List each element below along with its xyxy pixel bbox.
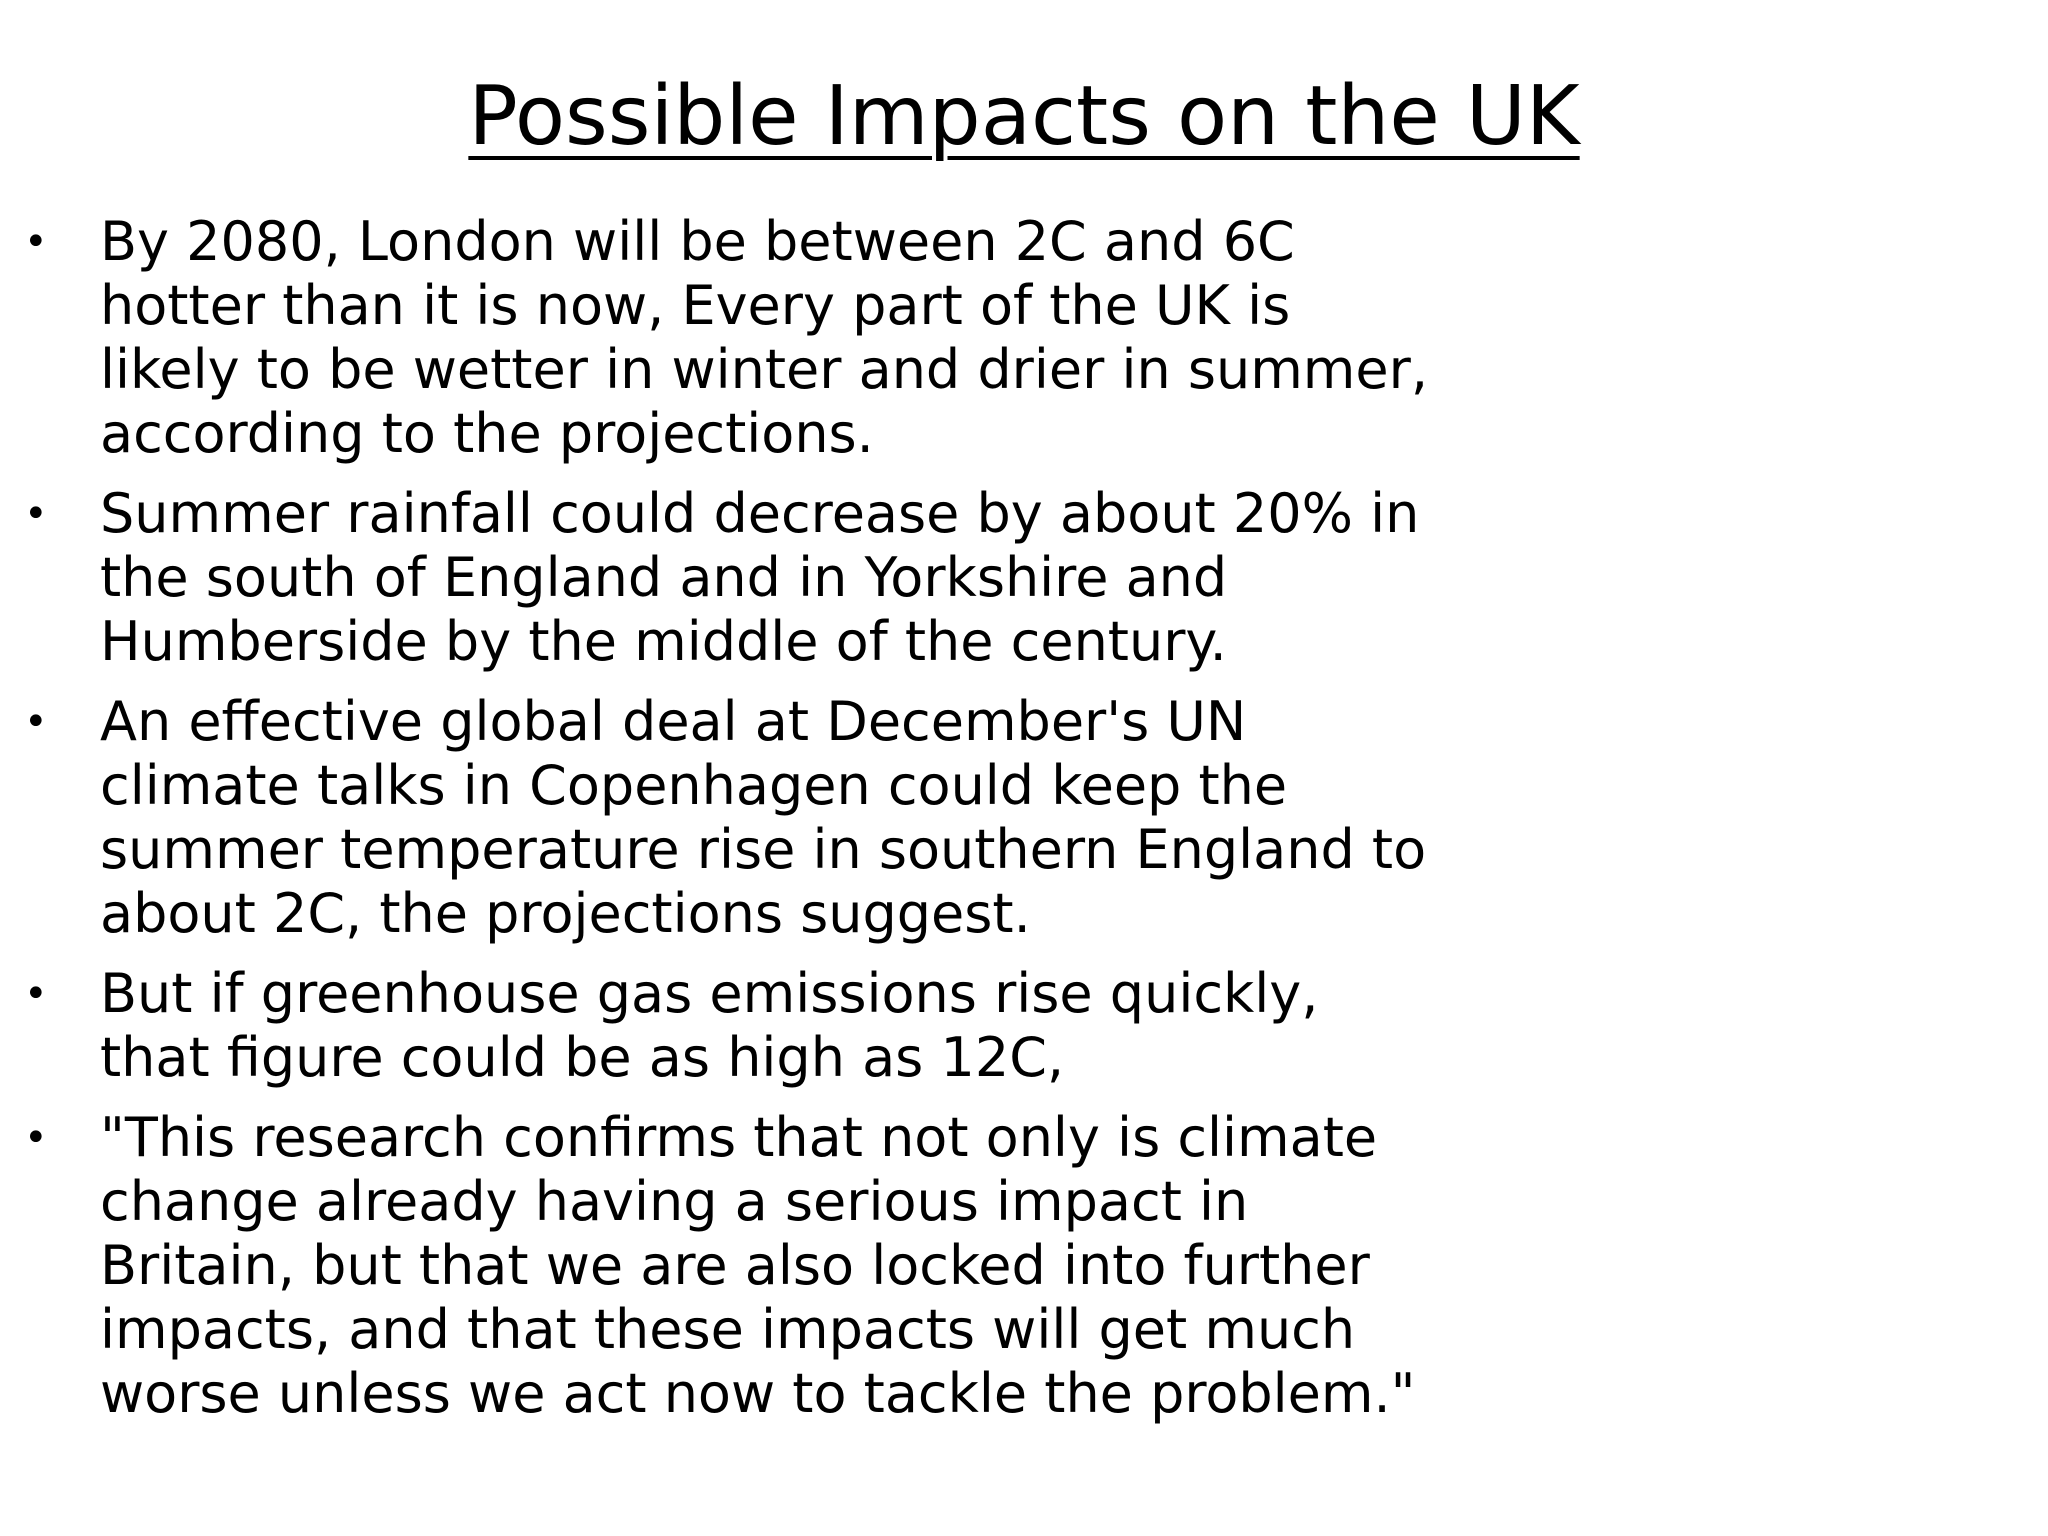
bullet-text: By 2080, London will be between 2C and 6C hotter than it is now, Every part of the UK is likely to be wetter in winter and drier in summer, according to the projections. bbox=[100, 210, 1428, 465]
bullet-dot-icon: • bbox=[24, 699, 48, 745]
slide-title bbox=[0, 62, 2048, 172]
bullet-text: But if greenhouse gas emissions rise quickly, that figure could be as high as 12C, bbox=[100, 962, 1319, 1089]
bullet-item bbox=[0, 1106, 1440, 1426]
bullet-item bbox=[0, 690, 1440, 946]
bullet-text: An effective global deal at December's UN climate talks in Copenhagen could keep the summer temperature rise in southern England to about 2C, the projections suggest. bbox=[100, 690, 1427, 945]
bullet-text: "This research confirms that not only is climate change already having a serious impact in Britain, but that we are also locked into further impacts, and that these impacts will get much worse unless we act now to tackle the problem." bbox=[100, 1106, 1416, 1425]
bullet-item bbox=[0, 210, 1440, 466]
bullet-text: Summer rainfall could decrease by about 20% in the south of England and in Yorkshire and Humberside by the middle of the century. bbox=[100, 482, 1420, 673]
bullet-dot-icon: • bbox=[24, 491, 48, 537]
bullet-item bbox=[0, 962, 1440, 1090]
bullet-dot-icon: • bbox=[24, 1115, 48, 1161]
bullet-dot-icon: • bbox=[24, 971, 48, 1017]
bullet-dot-icon: • bbox=[24, 219, 48, 265]
bullet-list bbox=[0, 210, 1440, 1442]
slide-title-text: Possible Impacts on the UK bbox=[468, 69, 1580, 164]
bullet-item bbox=[0, 482, 1440, 674]
